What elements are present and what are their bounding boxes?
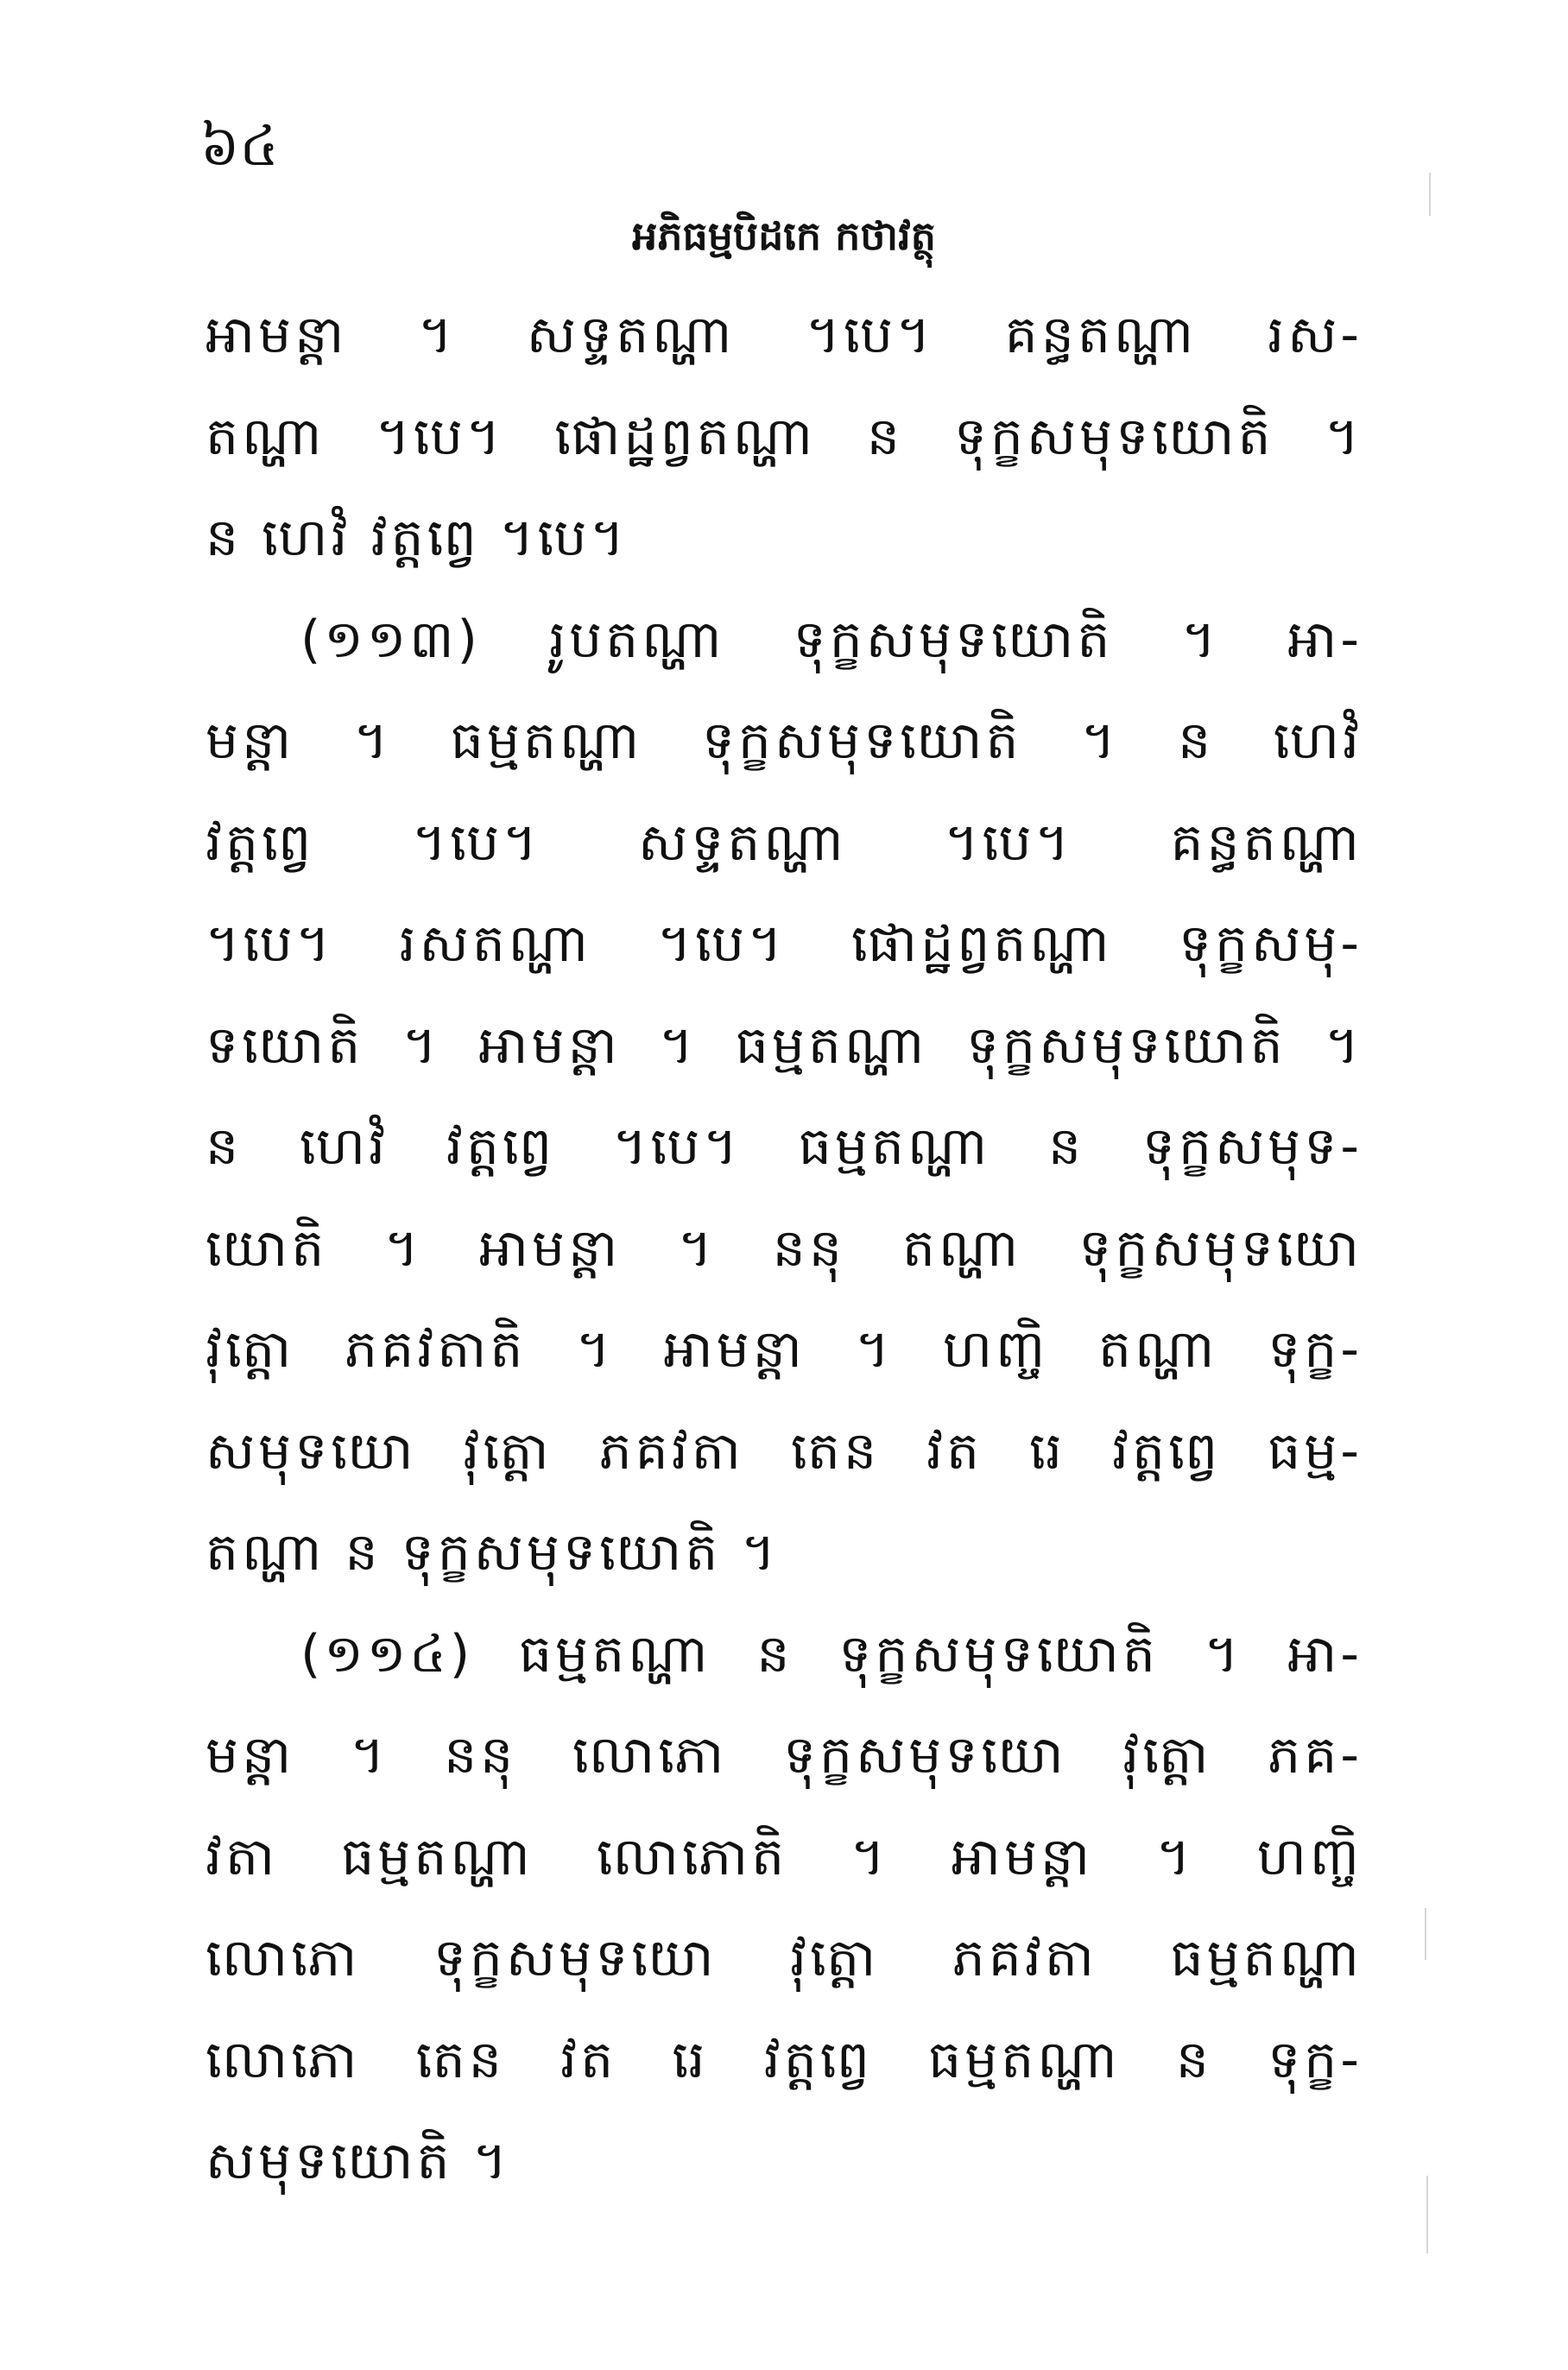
body-text (205, 285, 1363, 2213)
running-head: អភិធម្មបិដកេ កថាវត្ថុ (632, 212, 936, 259)
text-line: វុត្តោ ភគវតាតិ ។ អាមន្តា ។ ហញ្ចិ តណ្ហា ទុក្ខ- (205, 1319, 1363, 1380)
text-line: លោភោ តេន វត រេ វត្តព្វេ ធម្មតណ្ហា ន ទុក្ខ- (205, 2029, 1363, 2090)
paragraph-start-line: (១១៣) រូបតណ្ហា ទុក្ខសមុទយោតិ ។ អា- (300, 609, 1363, 670)
text-line: យោតិ ។ អាមន្តា ។ ននុ តណ្ហា ទុក្ខសមុទយោ (205, 1217, 1363, 1279)
scan-speck (1429, 173, 1431, 216)
text-line: ទយោតិ ។ អាមន្តា ។ ធម្មតណ្ហា ទុក្ខសមុទយោតិ ។ (205, 1014, 1363, 1076)
text-line: លោភោ ទុក្ខសមុទយោ វុត្តោ ភគវតា ធម្មតណ្ហា (205, 1928, 1363, 1988)
text-line: វត្តព្វេ ។បេ។ សទ្ទតណ្ហា ។បេ។ គន្ធតណ្ហា (205, 812, 1363, 873)
paragraph-start-line: (១១៤) ធម្មតណ្ហា ន ទុក្ខសមុទយោតិ ។ អា- (300, 1623, 1363, 1684)
page-number: ៦៤ (200, 115, 279, 179)
text-line: មន្តា ។ ននុ លោភោ ទុក្ខសមុទយោ វុត្តោ ភគ- (205, 1725, 1363, 1785)
text-line: ន ហេវំ វត្តព្វេ ។បេ។ ធម្មតណ្ហា ន ទុក្ខសមុទ- (205, 1116, 1363, 1177)
text-line: ន ហេវំ វត្តព្វេ ។បេ។ (205, 508, 629, 568)
text-line: ។បេ។ រសតណ្ហា ។បេ។ ផោដ្ឋព្វតណ្ហា ទុក្ខសមុ- (205, 913, 1363, 974)
text-line: សមុទយោ វុត្តោ ភគវតា តេន វត រេ វត្តព្វេ ធម្ម- (205, 1420, 1363, 1482)
text-line: សមុទយោតិ ។ (205, 2131, 511, 2191)
text-line: អាមន្តា ។ សទ្ទតណ្ហា ។បេ។ គន្ធតណ្ហា រស- (205, 305, 1363, 365)
text-line: តណ្ហា ។បេ។ ផោដ្ឋព្វតណ្ហា ន ទុក្ខសមុទយោតិ ។ (205, 406, 1363, 467)
scan-speck (1426, 2176, 1428, 2253)
scan-speck (1425, 1908, 1426, 1960)
text-line: មន្តា ។ ធម្មតណ្ហា ទុក្ខសមុទយោតិ ។ ន ហេវំ (205, 711, 1363, 771)
text-line: តណ្ហា ន ទុក្ខសមុទយោតិ ។ (205, 1522, 779, 1583)
text-line: វតា ធម្មតណ្ហា លោភោតិ ។ អាមន្តា ។ ហញ្ចិ (205, 1826, 1363, 1887)
